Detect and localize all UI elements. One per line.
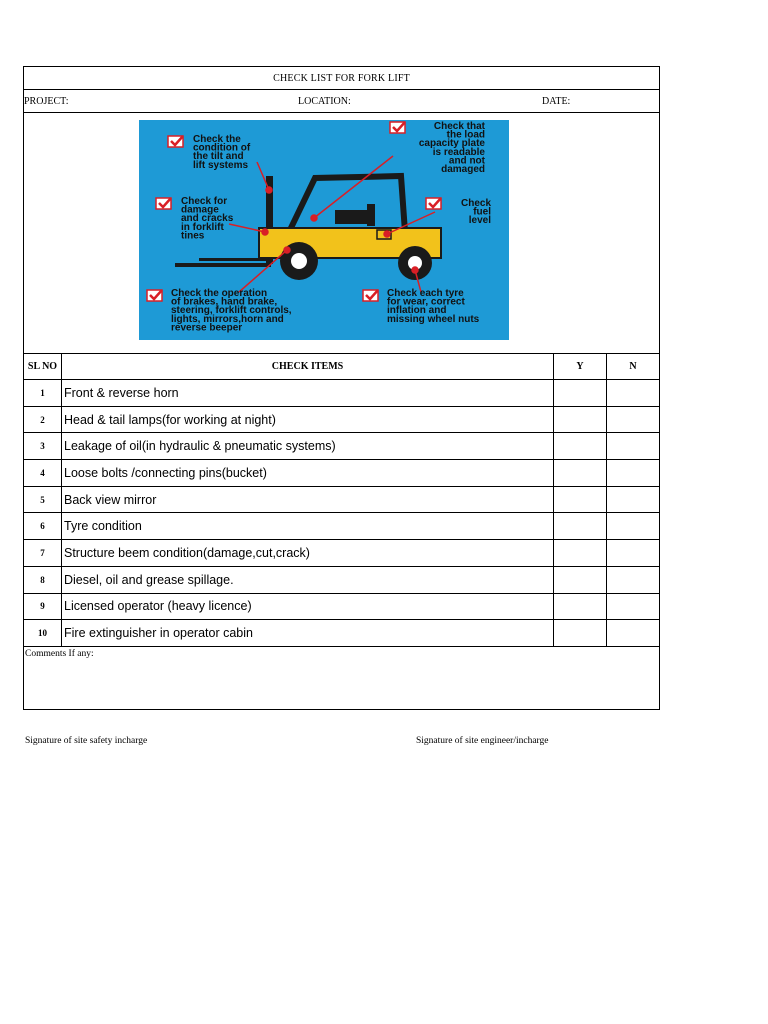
table-header-row — [24, 354, 660, 380]
yes-cell[interactable] — [554, 380, 607, 407]
callout-line: Check — [460, 198, 491, 209]
form-title: CHECK LIST FOR FORK LIFT — [24, 67, 660, 90]
table-row — [24, 593, 660, 620]
meta-row — [24, 90, 660, 113]
forklift-safety-illustration — [139, 120, 509, 340]
table-row — [24, 620, 660, 647]
callout-line: level — [468, 215, 491, 227]
yes-cell[interactable] — [554, 460, 607, 487]
check-icon — [390, 122, 405, 133]
row-sl: 10 — [24, 620, 62, 647]
table-row — [24, 566, 660, 593]
row-item: Back view mirror — [62, 486, 554, 513]
no-cell[interactable] — [607, 540, 660, 567]
callout-line: capacity plate — [418, 138, 485, 150]
callout-line: lift systems — [193, 159, 249, 171]
yes-cell[interactable] — [554, 486, 607, 513]
row-sl: 3 — [24, 433, 62, 460]
header-no: N — [607, 354, 660, 380]
comments-label: Comments If any: — [25, 648, 94, 659]
check-icon — [426, 198, 441, 209]
project-label: PROJECT: — [24, 96, 69, 107]
row-item: Leakage of oil(in hydraulic & pneumatic systems) — [62, 433, 554, 460]
yes-cell[interactable] — [554, 433, 607, 460]
row-sl: 7 — [24, 540, 62, 567]
no-cell[interactable] — [607, 486, 660, 513]
callout-line: steering, forklift controls, — [171, 305, 292, 317]
callout-line: fuel — [473, 206, 491, 218]
row-item: Loose bolts /connecting pins(bucket) — [62, 460, 554, 487]
checklist-sheet — [23, 66, 659, 710]
engineer-signature-label: Signature of site engineer/incharge — [416, 736, 549, 746]
row-item: Front & reverse horn — [62, 380, 554, 407]
no-cell[interactable] — [607, 566, 660, 593]
yes-cell[interactable] — [554, 406, 607, 433]
table-row — [24, 540, 660, 567]
table-row — [24, 406, 660, 433]
header-yes: Y — [554, 354, 607, 380]
callout-line: damaged — [441, 164, 485, 175]
yes-cell[interactable] — [554, 566, 607, 593]
callout-line: Check each tyre — [387, 288, 464, 299]
no-cell[interactable] — [607, 513, 660, 540]
yes-cell[interactable] — [554, 620, 607, 647]
check-icon — [147, 290, 162, 301]
callout-line: the tilt and — [193, 151, 244, 163]
row-sl: 6 — [24, 513, 62, 540]
check-icon — [168, 136, 183, 147]
callout-line: Check the operation — [171, 288, 268, 299]
no-cell[interactable] — [607, 380, 660, 407]
callout-line: the load — [446, 129, 485, 141]
check-icon — [363, 290, 378, 301]
row-sl: 1 — [24, 380, 62, 407]
row-item: Licensed operator (heavy licence) — [62, 593, 554, 620]
yes-cell[interactable] — [554, 540, 607, 567]
callout-line: Check for — [181, 196, 228, 207]
header-sl-no: SL NO — [24, 354, 62, 380]
callout-line: Check that — [433, 121, 485, 132]
callout-line: damage — [181, 204, 219, 216]
callout-line: Check the — [193, 134, 241, 145]
row-item: Fire extinguisher in operator cabin — [62, 620, 554, 647]
row-sl: 8 — [24, 566, 62, 593]
location-label: LOCATION: — [298, 96, 351, 107]
table-row — [24, 460, 660, 487]
row-sl: 4 — [24, 460, 62, 487]
yes-cell[interactable] — [554, 513, 607, 540]
no-cell[interactable] — [607, 620, 660, 647]
date-label: DATE: — [542, 96, 571, 107]
yes-cell[interactable] — [554, 593, 607, 620]
row-item: Structure beem condition(damage,cut,crack) — [62, 540, 554, 567]
callout-line: tines — [181, 230, 205, 242]
callout-line: of brakes, hand brake, — [171, 296, 278, 308]
checklist-form — [23, 66, 660, 710]
callout-line: lights, mirrors,horn and — [171, 313, 284, 325]
illustration-cell — [24, 113, 660, 354]
no-cell[interactable] — [607, 406, 660, 433]
callout-line: and not — [448, 155, 485, 167]
callout-line: inflation and — [387, 305, 447, 317]
row-item: Diesel, oil and grease spillage. — [62, 566, 554, 593]
row-item: Tyre condition — [62, 513, 554, 540]
row-item: Head & tail lamps(for working at night) — [62, 406, 554, 433]
table-row — [24, 380, 660, 407]
row-sl: 5 — [24, 486, 62, 513]
callout-line: reverse beeper — [171, 322, 243, 334]
header-check-items: CHECK ITEMS — [62, 354, 554, 380]
callout-line: for wear, correct — [387, 296, 465, 308]
no-cell[interactable] — [607, 593, 660, 620]
comments-box[interactable] — [24, 646, 660, 709]
row-sl: 9 — [24, 593, 62, 620]
callout-line: is readable — [432, 146, 485, 158]
table-row — [24, 486, 660, 513]
row-sl: 2 — [24, 406, 62, 433]
safety-incharge-signature-label: Signature of site safety incharge — [25, 736, 148, 746]
callout-line: and cracks — [181, 213, 234, 225]
table-row — [24, 513, 660, 540]
check-icon — [156, 198, 171, 209]
table-row — [24, 433, 660, 460]
no-cell[interactable] — [607, 460, 660, 487]
callout-line: condition of — [193, 142, 251, 154]
callout-line: in forklift — [181, 221, 224, 233]
callout-line: missing wheel nuts — [387, 313, 480, 325]
no-cell[interactable] — [607, 433, 660, 460]
